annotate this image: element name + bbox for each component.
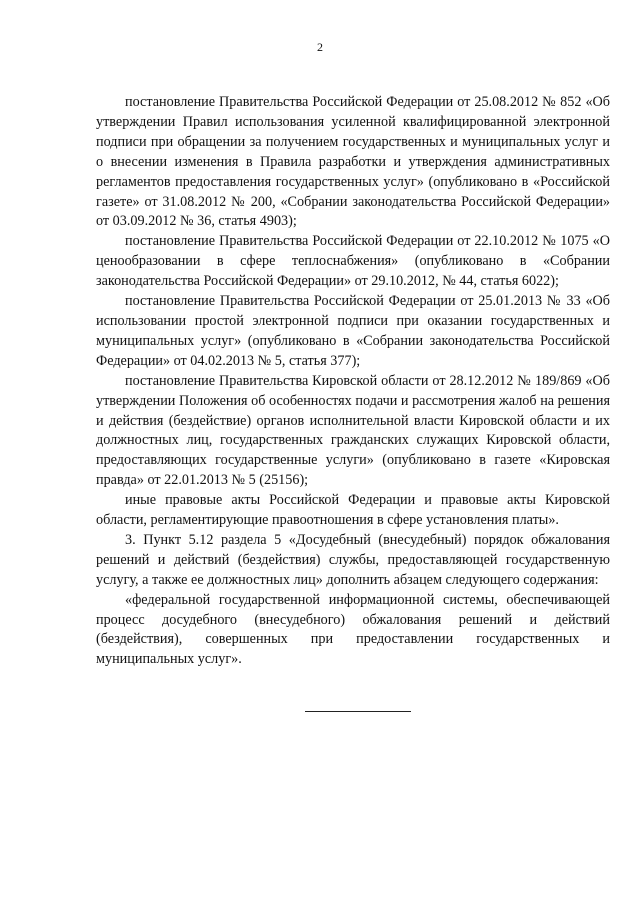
paragraph-decree-1075: постановление Правительства Российской Федерации от 22.10.2012 № 1075 «О ценообразовании в сфере теплоснабжения» (опубликовано в «Собрании законодательства Российской Федерации» от 29.10.2012, № 44, статья 6022); — [96, 233, 610, 290]
document-body — [96, 93, 610, 670]
page-number: 2 — [317, 40, 323, 54]
paragraph-added-text: «федеральной государственной информационной системы, обеспечивающей процесс досудебного (внесудебного) обжалования решений и действий (бездействия), совершенных при предоставлении государственных и муниципальных услуг». — [96, 591, 610, 668]
end-divider-line — [305, 711, 411, 712]
paragraph-kirov-decree-189-869: постановление Правительства Кировской области от 28.12.2012 № 189/869 «Об утверждении Положения об особенностях подачи и рассмотрения жалоб на решения и действия (бездействие) органов исполнительной власти Кировской области и их должностных лиц, государственных гражданских служащих Кировской области, предоставляющих государственные услуги» (опубликовано в газете «Кировская правда» от 22.01.2013 № 5 (25156); — [96, 372, 610, 489]
paragraph-item-3: 3. Пункт 5.12 раздела 5 «Досудебный (внесудебный) порядок обжалования решений и действий (бездействия) службы, предоставляющей государственную услугу, а также ее должностных лиц» дополнить абзацем следующего содержания: — [96, 531, 610, 588]
paragraph-decree-33: постановление Правительства Российской Федерации от 25.01.2013 № 33 «Об использовании простой электронной подписи при оказании государственных и муниципальных услуг» (опубликовано в «Собрании законодательства Российской Федерации» от 04.02.2013 № 5, статья 377); — [96, 293, 610, 369]
paragraph-decree-852: постановление Правительства Российской Федерации от 25.08.2012 № 852 «Об утверждении Правил использования усиленной квалифицированной электронной подписи при обращении за получением государственных и муниципальных услуг и о внесении изменения в Правила разработки и утверждения административных регламентов предоставления государственных услуг» (опубликовано в «Российской газете» от 31.08.2012 № 200, «Собрании законодательства Российской Федерации» от 03.09.2012 № 36, статья 4903); — [96, 94, 610, 230]
paragraph-other-acts: иные правовые акты Российской Федерации и правовые акты Кировской области, регламентирующие правоотношения в сфере установления платы». — [96, 492, 610, 529]
